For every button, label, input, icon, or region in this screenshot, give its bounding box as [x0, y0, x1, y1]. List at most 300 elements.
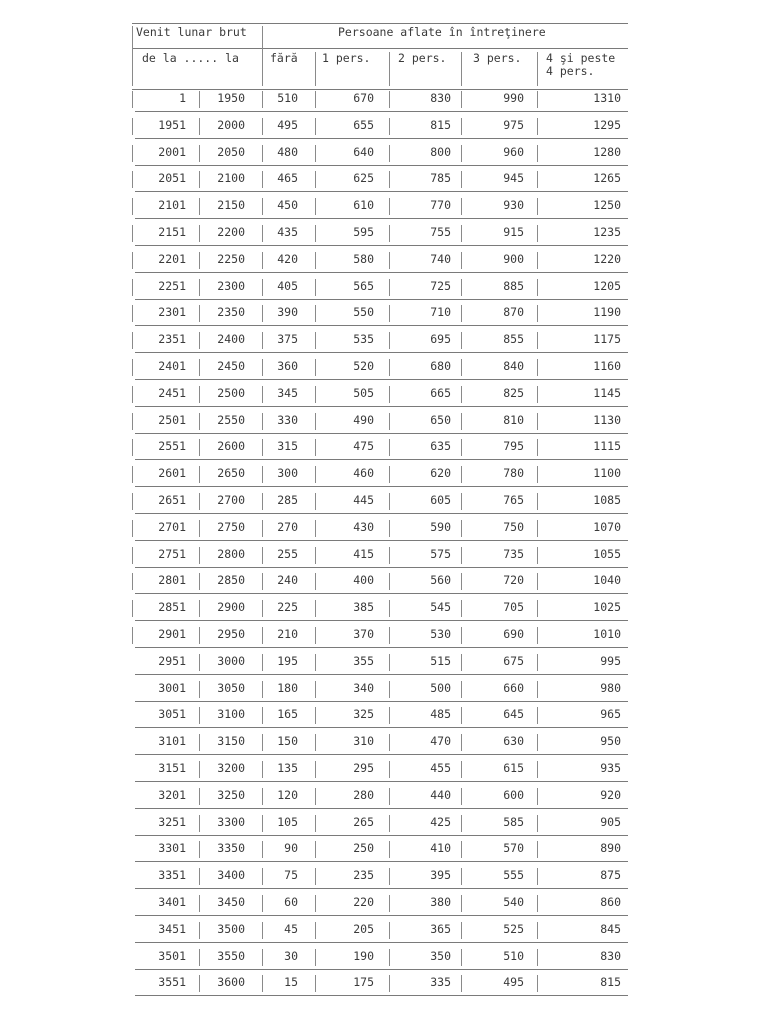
- row-separator-bar: [315, 573, 316, 590]
- cell-three: 930: [503, 198, 524, 213]
- cell-three: 645: [503, 707, 524, 722]
- row-rule: [135, 111, 628, 112]
- row-separator-bar: [461, 627, 462, 644]
- cell-none: 330: [277, 412, 298, 427]
- row-separator-bar: [461, 949, 462, 966]
- cell-three: 495: [503, 975, 524, 990]
- cell-two: 725: [430, 278, 451, 293]
- row-separator-bar: [537, 707, 538, 724]
- cell-four-plus: 1025: [593, 600, 621, 615]
- cell-to: 3000: [217, 653, 245, 668]
- cell-to: 3200: [217, 761, 245, 775]
- cell-four-plus: 1250: [593, 198, 621, 213]
- row-separator-bar: [461, 868, 462, 885]
- cell-three: 795: [503, 439, 524, 454]
- row-separator-bar: [262, 761, 263, 778]
- row-rule: [135, 808, 628, 809]
- row-rule: [135, 861, 628, 862]
- row-separator-bar: [199, 466, 200, 483]
- row-separator-bar: [389, 734, 390, 751]
- row-separator-bar: [262, 573, 263, 590]
- row-left-bar: [132, 439, 133, 456]
- row-separator-bar: [199, 225, 200, 242]
- row-left-bar: [132, 252, 133, 269]
- cell-two: 740: [430, 251, 451, 266]
- cell-four-plus: 860: [600, 895, 621, 909]
- row-separator-bar: [389, 573, 390, 590]
- cell-three: 975: [503, 117, 524, 132]
- cell-to: 2500: [217, 385, 245, 400]
- dependents-title: Persoane aflate în întreţinere: [338, 25, 546, 39]
- row-separator-bar: [537, 145, 538, 162]
- cell-none: 495: [277, 117, 298, 132]
- cell-one: 340: [353, 680, 374, 695]
- cell-three: 630: [503, 734, 524, 749]
- cell-to: 2350: [217, 305, 245, 320]
- row-rule: [135, 299, 628, 300]
- row-separator-bar: [262, 118, 263, 135]
- row-separator-bar: [537, 386, 538, 403]
- cell-two: 770: [430, 198, 451, 213]
- cell-none: 195: [277, 653, 298, 668]
- cell-four-plus: 1040: [593, 573, 621, 588]
- row-left-bar: [132, 91, 133, 108]
- row-rule: [135, 245, 628, 246]
- row-separator-bar: [537, 681, 538, 698]
- cell-one: 505: [353, 385, 374, 400]
- row-separator-bar: [461, 707, 462, 724]
- cell-four-plus: 980: [600, 680, 621, 695]
- row-separator-bar: [389, 520, 390, 537]
- row-separator-bar: [262, 547, 263, 564]
- row-rule: [135, 165, 628, 166]
- cell-one: 580: [353, 251, 374, 266]
- row-separator-bar: [199, 868, 200, 885]
- cell-to: 2200: [217, 225, 245, 239]
- row-separator-bar: [537, 439, 538, 456]
- row-rule: [135, 352, 628, 353]
- cell-three: 600: [503, 787, 524, 802]
- row-separator-bar: [461, 305, 462, 322]
- row-separator-bar: [389, 493, 390, 510]
- row-separator-bar: [461, 198, 462, 215]
- row-separator-bar: [389, 788, 390, 805]
- cell-two: 485: [430, 707, 451, 722]
- cell-two: 575: [430, 546, 451, 561]
- cell-three: 825: [503, 385, 524, 400]
- row-left-bar: [132, 413, 133, 430]
- row-separator-bar: [262, 439, 263, 456]
- cell-one: 550: [353, 305, 374, 320]
- row-separator-bar: [315, 841, 316, 858]
- cell-four-plus: 1295: [593, 117, 621, 132]
- row-separator-bar: [389, 654, 390, 671]
- cell-none: 360: [277, 359, 298, 373]
- cell-to: 2850: [217, 573, 245, 588]
- cell-from: 2901: [158, 627, 186, 641]
- cell-from: 2051: [158, 171, 186, 186]
- cell-one: 295: [353, 761, 374, 775]
- row-separator-bar: [389, 975, 390, 992]
- row-separator-bar: [389, 413, 390, 430]
- cell-three: 675: [503, 653, 524, 668]
- cell-three: 615: [503, 761, 524, 775]
- cell-to: 2250: [217, 251, 245, 266]
- cell-to: 2750: [217, 519, 245, 534]
- cell-one: 625: [353, 171, 374, 186]
- cell-four-plus: 1145: [593, 385, 621, 400]
- row-separator-bar: [389, 386, 390, 403]
- cell-to: 2100: [217, 171, 245, 186]
- row-separator-bar: [389, 868, 390, 885]
- row-left-bar: [132, 305, 133, 322]
- row-separator-bar: [199, 627, 200, 644]
- cell-to: 1950: [217, 91, 245, 105]
- table-top-rule: [132, 23, 628, 24]
- row-separator-bar: [262, 627, 263, 644]
- row-separator-bar: [389, 145, 390, 162]
- cell-three: 750: [503, 519, 524, 534]
- row-rule: [135, 969, 628, 970]
- cell-from: 2701: [158, 519, 186, 534]
- col-4-label-line1: 4 şi peste: [546, 51, 616, 65]
- row-rule: [135, 915, 628, 916]
- cell-none: 240: [277, 573, 298, 588]
- row-separator-bar: [315, 305, 316, 322]
- cell-three: 735: [503, 546, 524, 561]
- row-left-bar: [132, 198, 133, 215]
- row-separator-bar: [389, 949, 390, 966]
- row-separator-bar: [389, 627, 390, 644]
- row-separator-bar: [461, 761, 462, 778]
- row-left-bar: [132, 332, 133, 349]
- row-separator-bar: [262, 841, 263, 858]
- cell-from: 3551: [158, 975, 186, 990]
- row-separator-bar: [262, 707, 263, 724]
- row-separator-bar: [199, 439, 200, 456]
- row-left-bar: [132, 225, 133, 242]
- cell-from: 3101: [158, 734, 186, 749]
- row-separator-bar: [537, 654, 538, 671]
- row-separator-bar: [461, 413, 462, 430]
- row-separator-bar: [537, 922, 538, 939]
- row-separator-bar: [537, 573, 538, 590]
- cell-to: 2400: [217, 332, 245, 347]
- cell-one: 220: [353, 895, 374, 909]
- row-separator-bar: [199, 895, 200, 912]
- row-rule: [135, 754, 628, 755]
- row-separator-bar: [315, 654, 316, 671]
- row-separator-bar: [199, 922, 200, 939]
- row-separator-bar: [537, 359, 538, 376]
- cell-two: 590: [430, 519, 451, 534]
- row-separator-bar: [262, 332, 263, 349]
- cell-none: 375: [277, 332, 298, 347]
- row-separator-bar: [389, 198, 390, 215]
- row-separator-bar: [461, 466, 462, 483]
- row-separator-bar: [537, 975, 538, 992]
- cell-three: 660: [503, 680, 524, 695]
- cell-four-plus: 1115: [593, 439, 621, 454]
- cell-one: 385: [353, 600, 374, 615]
- cell-none: 510: [277, 91, 298, 105]
- row-separator-bar: [199, 252, 200, 269]
- row-separator-bar: [537, 520, 538, 537]
- row-separator-bar: [537, 949, 538, 966]
- cell-four-plus: 1160: [593, 359, 621, 373]
- row-separator-bar: [461, 520, 462, 537]
- row-separator-bar: [389, 707, 390, 724]
- cell-to: 2000: [217, 117, 245, 132]
- row-separator-bar: [461, 493, 462, 510]
- cell-one: 460: [353, 466, 374, 481]
- cell-three: 780: [503, 466, 524, 481]
- row-separator-bar: [537, 841, 538, 858]
- row-separator-bar: [389, 761, 390, 778]
- income-title: Venit lunar brut: [136, 25, 247, 39]
- cell-four-plus: 1280: [593, 144, 621, 159]
- row-separator-bar: [262, 734, 263, 751]
- cell-none: 75: [284, 868, 298, 883]
- cell-one: 610: [353, 198, 374, 213]
- row-separator-bar: [199, 118, 200, 135]
- cell-from: 2101: [158, 198, 186, 213]
- row-separator-bar: [315, 413, 316, 430]
- cell-four-plus: 965: [600, 707, 621, 722]
- row-separator-bar: [315, 439, 316, 456]
- row-separator-bar: [315, 520, 316, 537]
- cell-to: 3500: [217, 921, 245, 936]
- header-bar-3: [537, 52, 538, 86]
- row-separator-bar: [199, 761, 200, 778]
- cell-from: 1: [179, 91, 186, 105]
- cell-none: 390: [277, 305, 298, 320]
- row-separator-bar: [262, 198, 263, 215]
- cell-to: 3250: [217, 787, 245, 802]
- row-separator-bar: [389, 118, 390, 135]
- cell-two: 425: [430, 814, 451, 829]
- row-separator-bar: [315, 171, 316, 188]
- cell-four-plus: 1130: [593, 412, 621, 427]
- row-separator-bar: [262, 895, 263, 912]
- row-separator-bar: [389, 439, 390, 456]
- cell-from: 2801: [158, 573, 186, 588]
- cell-two: 470: [430, 734, 451, 749]
- cell-none: 255: [277, 546, 298, 561]
- cell-three: 855: [503, 332, 524, 347]
- cell-two: 455: [430, 761, 451, 775]
- row-separator-bar: [199, 815, 200, 832]
- row-separator-bar: [262, 359, 263, 376]
- row-separator-bar: [315, 547, 316, 564]
- cell-from: 3401: [158, 895, 186, 909]
- cell-none: 105: [277, 814, 298, 829]
- row-separator-bar: [315, 868, 316, 885]
- row-separator-bar: [262, 252, 263, 269]
- cell-four-plus: 1175: [593, 332, 621, 347]
- cell-to: 2800: [217, 546, 245, 561]
- row-rule: [135, 513, 628, 514]
- row-separator-bar: [537, 198, 538, 215]
- row-separator-bar: [461, 145, 462, 162]
- row-left-bar: [132, 520, 133, 537]
- row-left-bar: [132, 171, 133, 188]
- row-separator-bar: [461, 815, 462, 832]
- cell-one: 310: [353, 734, 374, 749]
- row-separator-bar: [262, 171, 263, 188]
- col-3-label: 3 pers.: [473, 51, 522, 65]
- row-separator-bar: [199, 198, 200, 215]
- cell-none: 270: [277, 519, 298, 534]
- cell-to: 3150: [217, 734, 245, 749]
- cell-one: 415: [353, 546, 374, 561]
- cell-one: 640: [353, 144, 374, 159]
- row-separator-bar: [461, 841, 462, 858]
- row-separator-bar: [199, 547, 200, 564]
- row-separator-bar: [461, 975, 462, 992]
- cell-from: 2951: [158, 653, 186, 668]
- cell-one: 655: [353, 117, 374, 132]
- cell-one: 520: [353, 359, 374, 373]
- cell-none: 120: [277, 787, 298, 802]
- row-separator-bar: [389, 91, 390, 108]
- row-separator-bar: [537, 305, 538, 322]
- cell-four-plus: 1205: [593, 278, 621, 293]
- row-separator-bar: [537, 868, 538, 885]
- row-left-bar: [132, 359, 133, 376]
- cell-three: 945: [503, 171, 524, 186]
- cell-from: 3351: [158, 868, 186, 883]
- cell-four-plus: 1100: [593, 466, 621, 481]
- cell-two: 365: [430, 921, 451, 936]
- header-bar-2: [461, 52, 462, 86]
- row-separator-bar: [389, 359, 390, 376]
- cell-none: 480: [277, 144, 298, 159]
- row-separator-bar: [199, 788, 200, 805]
- cell-none: 315: [277, 439, 298, 454]
- cell-none: 465: [277, 171, 298, 186]
- cell-from: 2501: [158, 412, 186, 427]
- row-separator-bar: [199, 359, 200, 376]
- row-separator-bar: [389, 922, 390, 939]
- cell-three: 720: [503, 573, 524, 588]
- row-separator-bar: [389, 466, 390, 483]
- cell-three: 705: [503, 600, 524, 615]
- row-rule: [135, 191, 628, 192]
- cell-from: 3151: [158, 761, 186, 775]
- row-separator-bar: [315, 815, 316, 832]
- row-separator-bar: [537, 600, 538, 617]
- cell-four-plus: 890: [600, 841, 621, 856]
- row-rule: [135, 540, 628, 541]
- cell-four-plus: 845: [600, 921, 621, 936]
- row-separator-bar: [315, 493, 316, 510]
- row-separator-bar: [199, 600, 200, 617]
- cell-one: 430: [353, 519, 374, 534]
- cell-to: 2050: [217, 144, 245, 159]
- cell-to: 2600: [217, 439, 245, 454]
- cell-none: 435: [277, 225, 298, 239]
- row-separator-bar: [315, 949, 316, 966]
- row-separator-bar: [199, 707, 200, 724]
- cell-one: 595: [353, 225, 374, 239]
- cell-none: 345: [277, 385, 298, 400]
- cell-from: 2751: [158, 546, 186, 561]
- cell-from: 2351: [158, 332, 186, 347]
- row-separator-bar: [262, 815, 263, 832]
- row-separator-bar: [461, 91, 462, 108]
- row-separator-bar: [461, 225, 462, 242]
- cell-to: 2300: [217, 278, 245, 293]
- row-separator-bar: [537, 225, 538, 242]
- cell-three: 585: [503, 814, 524, 829]
- cell-three: 810: [503, 412, 524, 427]
- cell-to: 3450: [217, 895, 245, 909]
- row-separator-bar: [315, 788, 316, 805]
- cell-one: 475: [353, 439, 374, 454]
- cell-four-plus: 1235: [593, 225, 621, 239]
- row-separator-bar: [199, 493, 200, 510]
- row-separator-bar: [315, 359, 316, 376]
- cell-three: 540: [503, 895, 524, 909]
- row-separator-bar: [461, 332, 462, 349]
- row-left-bar: [132, 627, 133, 644]
- row-separator-bar: [389, 305, 390, 322]
- row-separator-bar: [199, 305, 200, 322]
- cell-one: 325: [353, 707, 374, 722]
- row-rule: [135, 701, 628, 702]
- row-separator-bar: [262, 145, 263, 162]
- cell-four-plus: 995: [600, 653, 621, 668]
- row-rule: [135, 942, 628, 943]
- cell-four-plus: 1190: [593, 305, 621, 320]
- cell-from: 3451: [158, 921, 186, 936]
- cell-one: 190: [353, 948, 374, 963]
- cell-four-plus: 815: [600, 975, 621, 990]
- cell-two: 530: [430, 627, 451, 641]
- row-separator-bar: [199, 841, 200, 858]
- row-left-bar: [132, 573, 133, 590]
- cell-none: 420: [277, 251, 298, 266]
- row-separator-bar: [461, 439, 462, 456]
- cell-three: 510: [503, 948, 524, 963]
- row-separator-bar: [262, 493, 263, 510]
- row-separator-bar: [389, 895, 390, 912]
- row-separator-bar: [199, 949, 200, 966]
- cell-one: 565: [353, 278, 374, 293]
- row-separator-bar: [537, 788, 538, 805]
- row-separator-bar: [461, 573, 462, 590]
- cell-two: 755: [430, 225, 451, 239]
- row-left-bar: [132, 600, 133, 617]
- cell-to: 3300: [217, 814, 245, 829]
- row-separator-bar: [537, 815, 538, 832]
- cell-four-plus: 1310: [593, 91, 621, 105]
- cell-two: 830: [430, 91, 451, 105]
- row-separator-bar: [262, 975, 263, 992]
- row-separator-bar: [199, 171, 200, 188]
- row-rule: [135, 781, 628, 782]
- cell-three: 870: [503, 305, 524, 320]
- cell-none: 180: [277, 680, 298, 695]
- row-separator-bar: [315, 761, 316, 778]
- row-separator-bar: [262, 922, 263, 939]
- header-bar-left: [132, 26, 133, 86]
- cell-four-plus: 1265: [593, 171, 621, 186]
- row-rule: [135, 272, 628, 273]
- col-none-label: fără: [270, 51, 298, 65]
- row-separator-bar: [537, 466, 538, 483]
